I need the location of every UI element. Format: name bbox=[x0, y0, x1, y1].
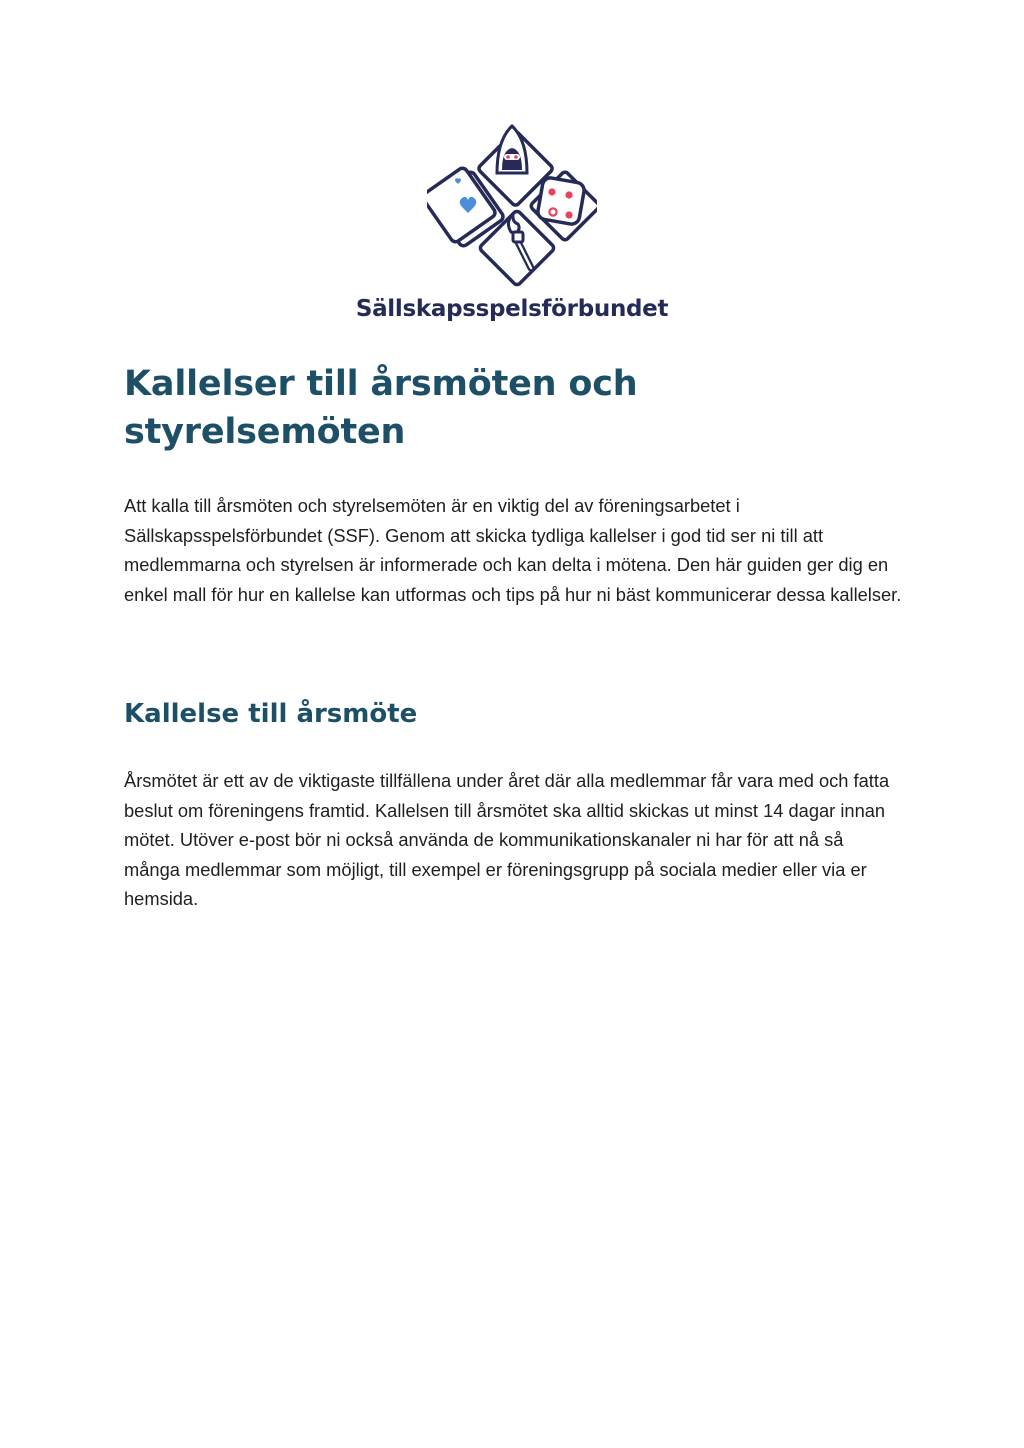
section-paragraph-annual-meeting: Årsmötet är ett av de viktigaste tillfällena under året där alla medlemmar får vara med och fatta beslut om föreningens framtid. Kallelsen till årsmötet ska alltid skickas ut minst 14 dagar innan mötet. Utöver e-post bör ni också använda de kommunikationskanaler ni har för att nå så många medlemmar som möjligt, till exempel er föreningsgrupp på sociala medier eller via er hemsida. bbox=[124, 770, 890, 909]
brand-name: Sällskapsspelsförbundet bbox=[355, 296, 669, 322]
intro-paragraph: Att kalla till årsmöten och styrelsemöten är en viktig del av föreningsarbetet i Sällskapsspelsförbundet (SSF). Genom att skicka tydliga kallelser i god tid ser ni till att medlemmarna och styrelsen är informerade och kan delta i mötena. Den här guiden ger dig en enkel mall för hur en kallelse kan utformas och tips på hur ni bäst kommunicerar dessa kallelser. bbox=[124, 495, 902, 605]
section-heading-annual-meeting: Kallelse till årsmöte bbox=[124, 699, 418, 729]
logo-emblem bbox=[427, 118, 597, 293]
page-title: Kallelser till årsmöten och styrelsemöten bbox=[124, 364, 638, 452]
logo bbox=[0, 118, 1024, 333]
document-content bbox=[124, 360, 904, 914]
